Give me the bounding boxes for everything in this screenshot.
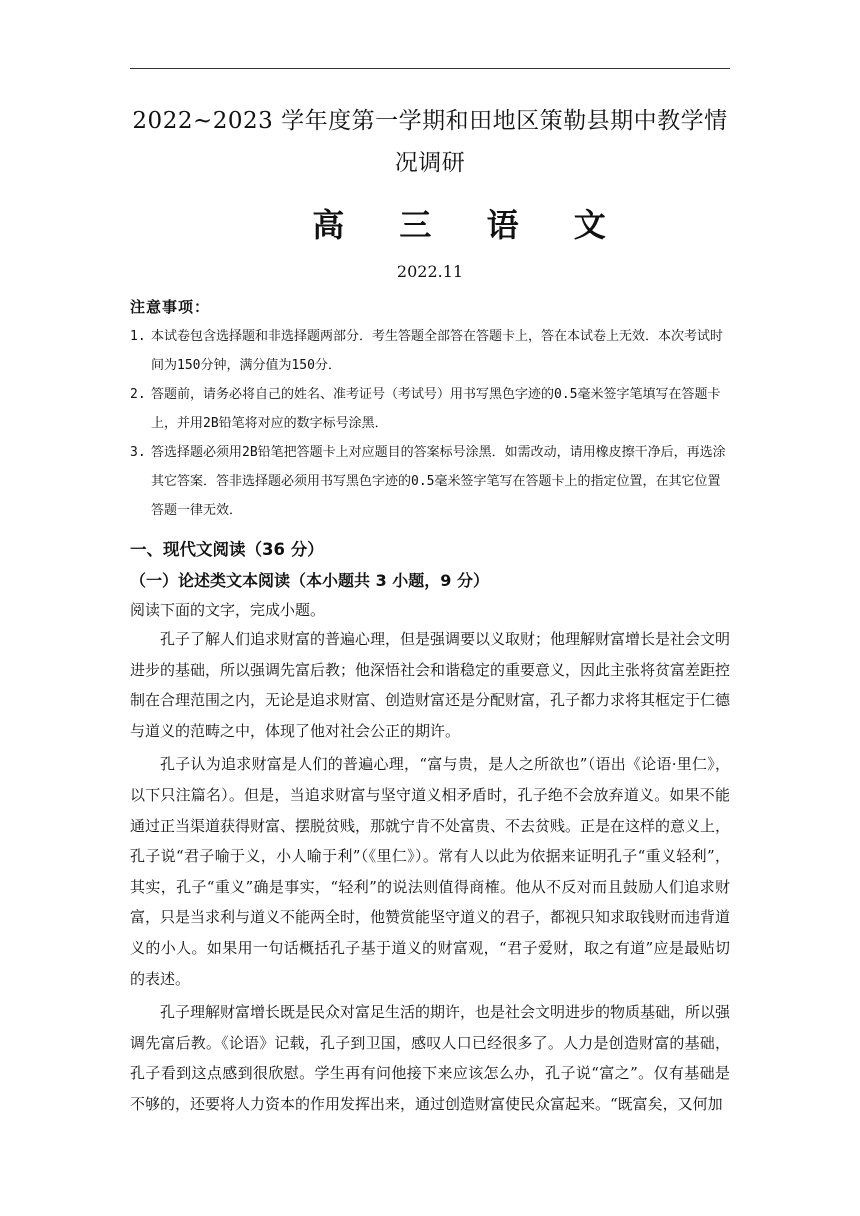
- passage-paragraph: 孔子了解人们追求财富的普遍心理，但是强调要以义取财；他理解财富增长是社会文明进步的基础，所以强调先富后教；他深悟社会和谐稳定的重要意义，因此主张将贫富差距控制在合理范围之内，无论是追求财富、创造财富还是分配财富，孔子都力求将其框定于仁德与道义的范畴之中，体现了他对社会公正的期许。: [130, 630, 731, 740]
- passage-paragraph: 孔子理解财富增长既是民众对富足生活的期许，也是社会文明进步的物质基础，所以强调先富后教。《论语》记载，孔子到卫国，感叹人口已经很多了。人力是创造财富的基础，孔子看到这点感到很欣慰。学生再有问他接下来应该怎么办，孔子说“富之”。仅有基础是不够的，还要将人力资本的作用发挥出来，通过创造财富使民众富起来。“既富矣，又何加: [130, 1003, 731, 1113]
- notice-item: [130, 322, 732, 380]
- notice-item-number: 3.: [130, 445, 146, 460]
- notice-heading: 注意事项：: [130, 298, 211, 316]
- reading-instruction: 阅读下面的文字，完成小题。: [130, 601, 326, 619]
- notice-item-text: 答题前，请务必将自己的姓名、准考证号（考试号）用书写黑色字迹的0.5毫米签字笔填写在答题卡上，并用2B铅笔将对应的数字标号涂黑．: [151, 387, 721, 431]
- subject-title: 高 三 语 文: [312, 206, 628, 244]
- passage-paragraph: 孔子认为追求财富是人们的普遍心理，“富与贵，是人之所欲也”（语出《论语·里仁》，以下只注篇名）。但是，当追求财富与坚守道义相矛盾时，孔子绝不会放弃道义。如果不能通过正当渠道获得财富、摆脱贫贱，那就宁肯不处富贵、不去贫贱。正是在这样的意义上，孔子说“君子喻于义，小人喻于利”（《里仁》）。常有人以此为依据来证明孔子“重义轻利”，其实，孔子“重义”确是事实，“轻利”的说法则值得商榷。他从不反对而且鼓励人们追求财富，只是当求利与道义不能两全时，他赞赏能坚守道义的君子，都视只知求取钱财而违背道义的小人。如果用一句话概括孔子基于道义的财富观，“君子爱财，取之有道”应是最贴切的表述。: [130, 755, 731, 988]
- exam-date: 2022.11: [396, 262, 464, 281]
- notice-item: [130, 438, 732, 525]
- reading-passage: [130, 624, 730, 1123]
- subsection-heading: （一）论述类文本阅读（本小题共 3 小题，9 分）: [130, 571, 489, 590]
- header-rule: [130, 68, 730, 69]
- notice-item-text: 本试卷包含选择题和非选择题两部分．考生答题全部答在答题卡上，答在本试卷上无效．本次考试时间为150分钟，满分值为150分．: [151, 329, 724, 373]
- notice-item-text: 答选择题必须用2B铅笔把答题卡上对应题目的答案标号涂黑．如需改动，请用橡皮擦干净后，再选涂其它答案．答非选择题必须用书写黑色字迹的0.5毫米签字笔写在答题卡上的指定位置，在其它位置答题一律无效．: [151, 445, 726, 518]
- notice-list: [130, 322, 732, 525]
- notice-item-number: 2.: [130, 387, 146, 402]
- section-heading: 一、现代文阅读（36 分）: [130, 540, 324, 559]
- notice-item-number: 1.: [130, 329, 146, 344]
- exam-title: 2022~2023 学年度第一学期和田地区策勒县期中教学情况调研: [132, 108, 728, 176]
- notice-item: [130, 380, 732, 438]
